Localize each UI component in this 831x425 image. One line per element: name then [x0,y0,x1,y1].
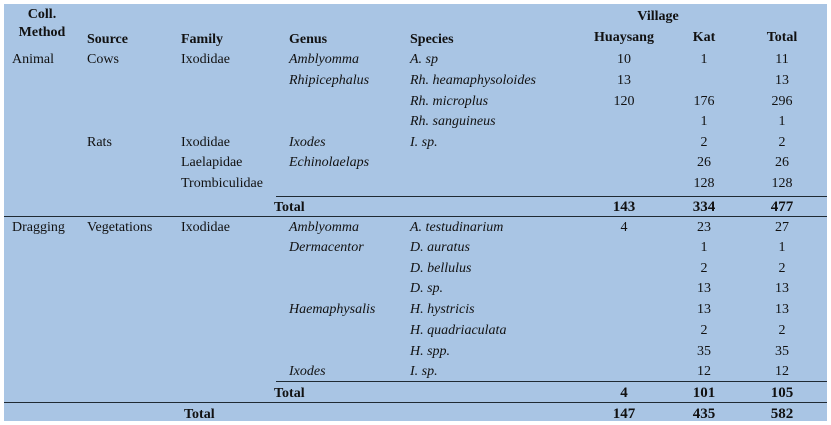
cell-species: I. sp. [410,364,438,379]
cell-species: H. hystricis [410,302,475,317]
total-label: Total [274,200,305,215]
cell-total: 27 [775,220,789,235]
cell-species: D. auratus [410,240,470,255]
cell-source: Cows [87,52,119,67]
total-kat: 435 [692,406,716,422]
cell-total: 12 [775,364,789,379]
header-huaysang: Huaysang [594,30,654,45]
cell-species: Rh. sanguineus [410,114,496,129]
data-table [4,4,827,421]
cell-species: D. bellulus [410,261,472,276]
cell-kat: 1 [700,114,708,129]
cell-method: Dragging [12,220,65,235]
cell-genus: Echinolaelaps [289,155,370,170]
cell-family: Laelapidae [181,155,243,170]
cell-kat: 13 [697,281,711,296]
cell-kat: 1 [700,52,708,67]
cell-method: Animal [12,52,54,67]
total-kat: 101 [692,385,716,401]
total-total: 477 [770,199,794,215]
cell-kat: 128 [693,176,715,191]
cell-total: 2 [778,323,786,338]
header-village: Village [637,9,679,24]
cell-kat: 13 [697,302,711,317]
cell-huaysang: 120 [613,94,635,109]
total-label: Total [184,407,215,422]
cell-huaysang: 13 [617,73,631,88]
total-total: 105 [770,385,794,401]
cell-total: 11 [775,52,789,67]
cell-species: D. sp. [410,281,444,296]
cell-total: 13 [775,73,789,88]
cell-total: 296 [771,94,793,109]
table-rule [276,381,827,382]
header-coll-method: Coll. Method [18,7,66,40]
cell-kat: 35 [697,344,711,359]
header-family: Family [181,32,223,47]
cell-kat: 2 [700,261,708,276]
cell-kat: 1 [700,240,708,255]
cell-total: 2 [778,135,786,150]
header-genus: Genus [289,32,328,47]
cell-genus: Dermacentor [289,240,364,255]
cell-genus: Ixodes [289,364,326,379]
cell-family: Ixodidae [181,52,230,67]
cell-kat: 26 [697,155,711,170]
cell-source: Vegetations [87,220,153,235]
cell-kat: 176 [693,94,715,109]
cell-kat: 23 [697,220,711,235]
cell-genus: Ixodes [289,135,326,150]
total-huaysang: 143 [612,199,636,215]
total-total: 582 [770,406,794,422]
cell-huaysang: 10 [617,52,631,67]
cell-species: H. quadriaculata [410,323,507,338]
cell-species: Rh. heamaphysoloides [410,73,536,88]
cell-total: 13 [775,302,789,317]
cell-species: Rh. microplus [410,94,489,109]
cell-species: I. sp. [410,135,438,150]
cell-species: A. testudinarium [410,220,504,235]
cell-total: 13 [775,281,789,296]
total-huaysang: 4 [620,385,628,401]
cell-kat: 2 [700,135,708,150]
table-rule [4,402,827,403]
table-rule [4,216,827,217]
cell-species: H. spp. [410,344,451,359]
cell-genus: Amblyomma [289,220,359,235]
cell-family: Ixodidae [181,220,230,235]
cell-source: Rats [87,135,112,150]
header-species: Species [410,32,454,47]
cell-kat: 2 [700,323,708,338]
cell-species: A. sp [410,52,438,67]
cell-genus: Amblyomma [289,52,359,67]
cell-family: Ixodidae [181,135,230,150]
total-huaysang: 147 [612,406,636,422]
cell-total: 128 [771,176,793,191]
header-total: Total [766,30,798,45]
cell-family: Trombiculidae [181,176,263,191]
cell-total: 1 [778,240,786,255]
cell-kat: 12 [697,364,711,379]
table-rule [276,196,827,197]
total-kat: 334 [692,199,716,215]
total-label: Total [274,386,305,401]
header-kat: Kat [692,30,716,45]
cell-genus: Rhipicephalus [289,73,370,88]
cell-total: 35 [775,344,789,359]
cell-total: 26 [775,155,789,170]
header-source: Source [87,32,128,47]
cell-total: 2 [778,261,786,276]
cell-huaysang: 4 [620,220,628,235]
cell-total: 1 [778,114,786,129]
cell-genus: Haemaphysalis [289,302,376,317]
